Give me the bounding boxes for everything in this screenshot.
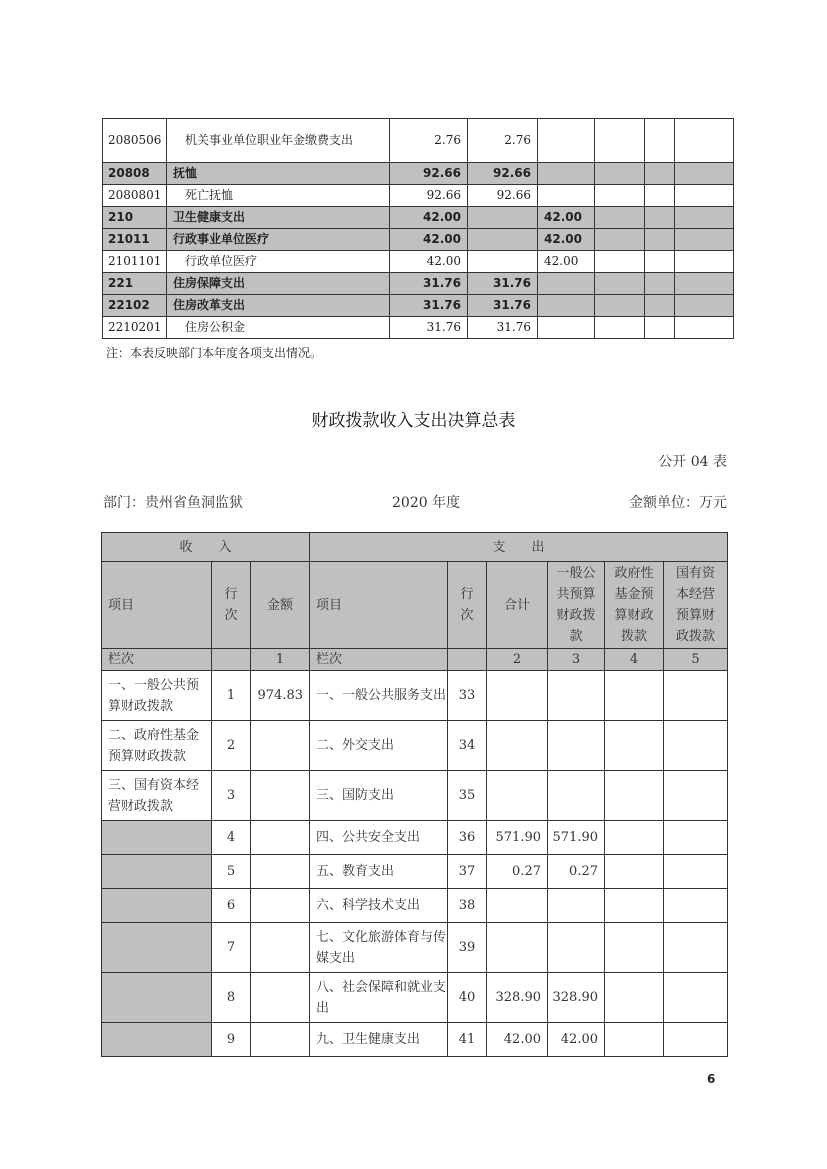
row-code: 2210201 (103, 317, 167, 339)
row-empty (675, 163, 734, 185)
row-total: 42.00 (390, 229, 468, 251)
row-project: 42.00 (538, 251, 595, 273)
expense-gov-fund (605, 771, 664, 821)
income-item (102, 923, 212, 973)
row-total: 2.76 (390, 119, 468, 163)
income-amount (251, 1023, 310, 1057)
row-project (538, 185, 595, 207)
row-basic: 31.76 (468, 317, 538, 339)
row-empty (675, 317, 734, 339)
row-empty (675, 119, 734, 163)
table-row (103, 185, 734, 207)
income-amount (251, 889, 310, 923)
table-row (103, 119, 734, 163)
income-amount (251, 721, 310, 771)
income-item: 二、政府性基金预算财政拨款 (102, 721, 212, 771)
expense-item: 六、科学技术支出 (310, 889, 448, 923)
row-empty (675, 229, 734, 251)
expense-line: 37 (448, 855, 487, 889)
row-name: 死亡抚恤 (167, 185, 390, 207)
expense-gov-fund (605, 671, 664, 721)
header-state-capital (664, 562, 728, 649)
expense-item: 五、教育支出 (310, 855, 448, 889)
department: 部门：贵州省鱼洞监狱 (103, 495, 243, 511)
income-line: 7 (212, 923, 251, 973)
expense-line: 39 (448, 923, 487, 973)
expense-gov-fund (605, 923, 664, 973)
expense-general-budget: 0.27 (548, 855, 605, 889)
table-row (102, 923, 728, 973)
col-row-1: 1 (251, 649, 310, 671)
row-code: 210 (103, 207, 167, 229)
page-title: 财政拨款收入支出决算总表 (311, 411, 516, 431)
row-code: 21011 (103, 229, 167, 251)
row-total: 42.00 (390, 207, 468, 229)
table-row (103, 251, 734, 273)
table-row (103, 163, 734, 185)
table-row (103, 317, 734, 339)
table-number: 公开 04 表 (658, 454, 727, 470)
income-item (102, 889, 212, 923)
expense-state-capital (664, 923, 728, 973)
header-expense-line (448, 562, 487, 649)
row-project: 42.00 (538, 207, 595, 229)
income-amount (251, 771, 310, 821)
row-empty (595, 207, 645, 229)
header-expense-item: 项目 (310, 562, 448, 649)
row-empty (595, 273, 645, 295)
row-total: 31.76 (390, 295, 468, 317)
income-item: 三、国有资本经营财政拨款 (102, 771, 212, 821)
row-basic (468, 251, 538, 273)
expense-line: 35 (448, 771, 487, 821)
row-name: 住房改革支出 (167, 295, 390, 317)
row-empty (675, 273, 734, 295)
row-total: 92.66 (390, 163, 468, 185)
expense-line: 38 (448, 889, 487, 923)
expense-line: 40 (448, 973, 487, 1023)
row-name: 住房公积金 (167, 317, 390, 339)
expense-general-budget (548, 889, 605, 923)
row-empty (645, 119, 675, 163)
row-code: 2101101 (103, 251, 167, 273)
row-empty (595, 185, 645, 207)
row-total: 42.00 (390, 251, 468, 273)
income-item (102, 973, 212, 1023)
income-item (102, 855, 212, 889)
income-line: 5 (212, 855, 251, 889)
expense-state-capital (664, 889, 728, 923)
expense-item: 一、一般公共服务支出 (310, 671, 448, 721)
expense-total (487, 671, 548, 721)
header-expense-line-label: 行次 (460, 587, 474, 623)
page-number: 6 (707, 1072, 716, 1086)
expense-total: 42.00 (487, 1023, 548, 1057)
expense-line: 36 (448, 821, 487, 855)
header-general-budget (548, 562, 605, 649)
table-row (102, 855, 728, 889)
table-row (103, 295, 734, 317)
row-project (538, 295, 595, 317)
expense-item: 三、国防支出 (310, 771, 448, 821)
income-line: 8 (212, 973, 251, 1023)
row-empty (645, 317, 675, 339)
expense-state-capital (664, 973, 728, 1023)
row-basic: 92.66 (468, 163, 538, 185)
income-amount: 974.83 (251, 671, 310, 721)
row-project (538, 317, 595, 339)
expense-line: 34 (448, 721, 487, 771)
row-empty (675, 295, 734, 317)
row-empty (595, 295, 645, 317)
row-total: 31.76 (390, 317, 468, 339)
income-line: 3 (212, 771, 251, 821)
expense-gov-fund (605, 821, 664, 855)
expense-general-budget (548, 923, 605, 973)
expense-item: 二、外交支出 (310, 721, 448, 771)
row-basic: 31.76 (468, 295, 538, 317)
expense-item: 七、文化旅游体育与传媒支出 (310, 923, 448, 973)
row-project: 42.00 (538, 229, 595, 251)
income-amount (251, 855, 310, 889)
expense-total: 328.90 (487, 973, 548, 1023)
expense-state-capital (664, 671, 728, 721)
income-amount (251, 973, 310, 1023)
expense-state-capital (664, 821, 728, 855)
expense-state-capital (664, 721, 728, 771)
row-empty (645, 185, 675, 207)
header-gov-fund-label: 政府性基金预算财政拨款 (614, 566, 654, 644)
row-name: 住房保障支出 (167, 273, 390, 295)
row-basic: 31.76 (468, 273, 538, 295)
income-group-header: 收 入 (102, 533, 310, 562)
expense-gov-fund (605, 721, 664, 771)
income-item (102, 1023, 212, 1057)
header-income-item: 项目 (102, 562, 212, 649)
row-empty (595, 317, 645, 339)
row-project (538, 119, 595, 163)
fiscal-summary-table (101, 532, 728, 1057)
header-income-line-label: 行次 (224, 587, 238, 623)
table-row (102, 671, 728, 721)
income-line: 6 (212, 889, 251, 923)
expense-total: 571.90 (487, 821, 548, 855)
table-row (102, 821, 728, 855)
row-empty (645, 163, 675, 185)
expense-item: 九、卫生健康支出 (310, 1023, 448, 1057)
row-name: 行政单位医疗 (167, 251, 390, 273)
expense-total: 0.27 (487, 855, 548, 889)
row-basic: 92.66 (468, 185, 538, 207)
expense-gov-fund (605, 889, 664, 923)
fiscal-year: 2020 年度 (392, 495, 461, 511)
header-total: 合计 (487, 562, 548, 649)
row-empty (645, 229, 675, 251)
table-row (102, 889, 728, 923)
expense-state-capital (664, 771, 728, 821)
row-code: 2080801 (103, 185, 167, 207)
expense-gov-fund (605, 973, 664, 1023)
row-empty (675, 251, 734, 273)
col-row-5: 5 (664, 649, 728, 671)
col-row-2: 2 (487, 649, 548, 671)
expense-item: 八、社会保障和就业支出 (310, 973, 448, 1023)
expense-general-budget: 328.90 (548, 973, 605, 1023)
expense-line: 41 (448, 1023, 487, 1057)
row-empty (675, 207, 734, 229)
income-line: 1 (212, 671, 251, 721)
table-row (102, 771, 728, 821)
table-note: 注：本表反映部门本年度各项支出情况。 (106, 346, 323, 360)
row-name: 行政事业单位医疗 (167, 229, 390, 251)
table-row (103, 207, 734, 229)
row-name: 卫生健康支出 (167, 207, 390, 229)
expense-line: 33 (448, 671, 487, 721)
row-name: 抚恤 (167, 163, 390, 185)
header-state-capital-label: 国有资本经营预算财政拨款 (676, 566, 716, 644)
col-row-4: 4 (605, 649, 664, 671)
table-row (103, 229, 734, 251)
row-empty (645, 273, 675, 295)
income-line: 2 (212, 721, 251, 771)
row-basic (468, 207, 538, 229)
col-row-label-2: 栏次 (310, 649, 448, 671)
expense-state-capital (664, 1023, 728, 1057)
col-row-3: 3 (548, 649, 605, 671)
expense-general-budget: 42.00 (548, 1023, 605, 1057)
expense-total (487, 771, 548, 821)
header-income-line (212, 562, 251, 649)
income-line: 4 (212, 821, 251, 855)
row-code: 221 (103, 273, 167, 295)
expense-gov-fund (605, 855, 664, 889)
expense-state-capital (664, 855, 728, 889)
row-empty (595, 251, 645, 273)
row-basic: 2.76 (468, 119, 538, 163)
expense-general-budget (548, 771, 605, 821)
header-income-amount: 金额 (251, 562, 310, 649)
income-item (102, 821, 212, 855)
expense-group-header: 支 出 (310, 533, 728, 562)
expense-total (487, 721, 548, 771)
income-amount (251, 821, 310, 855)
currency-unit: 金额单位：万元 (629, 495, 727, 511)
expense-total (487, 889, 548, 923)
expense-gov-fund (605, 1023, 664, 1057)
income-item: 一、一般公共预算财政拨款 (102, 671, 212, 721)
col-row-label: 栏次 (102, 649, 212, 671)
expense-general-budget: 571.90 (548, 821, 605, 855)
row-empty (595, 229, 645, 251)
expense-general-budget (548, 721, 605, 771)
income-line: 9 (212, 1023, 251, 1057)
table-row (102, 721, 728, 771)
row-empty (645, 295, 675, 317)
row-empty (595, 163, 645, 185)
row-code: 2080506 (103, 119, 167, 163)
row-empty (675, 185, 734, 207)
col-row-blank-2 (448, 649, 487, 671)
row-total: 92.66 (390, 185, 468, 207)
expense-item: 四、公共安全支出 (310, 821, 448, 855)
header-general-budget-label: 一般公共预算财政拨款 (556, 566, 596, 644)
table-row (102, 973, 728, 1023)
table-row (102, 1023, 728, 1057)
row-empty (645, 251, 675, 273)
expenditure-detail-table (102, 118, 734, 339)
row-project (538, 163, 595, 185)
row-name: 机关事业单位职业年金缴费支出 (167, 119, 390, 163)
row-project (538, 273, 595, 295)
expense-total (487, 923, 548, 973)
row-empty (645, 207, 675, 229)
row-code: 20808 (103, 163, 167, 185)
row-empty (595, 119, 645, 163)
expense-general-budget (548, 671, 605, 721)
header-gov-fund (605, 562, 664, 649)
table-row (103, 273, 734, 295)
row-total: 31.76 (390, 273, 468, 295)
row-basic (468, 229, 538, 251)
income-amount (251, 923, 310, 973)
col-row-blank (212, 649, 251, 671)
row-code: 22102 (103, 295, 167, 317)
